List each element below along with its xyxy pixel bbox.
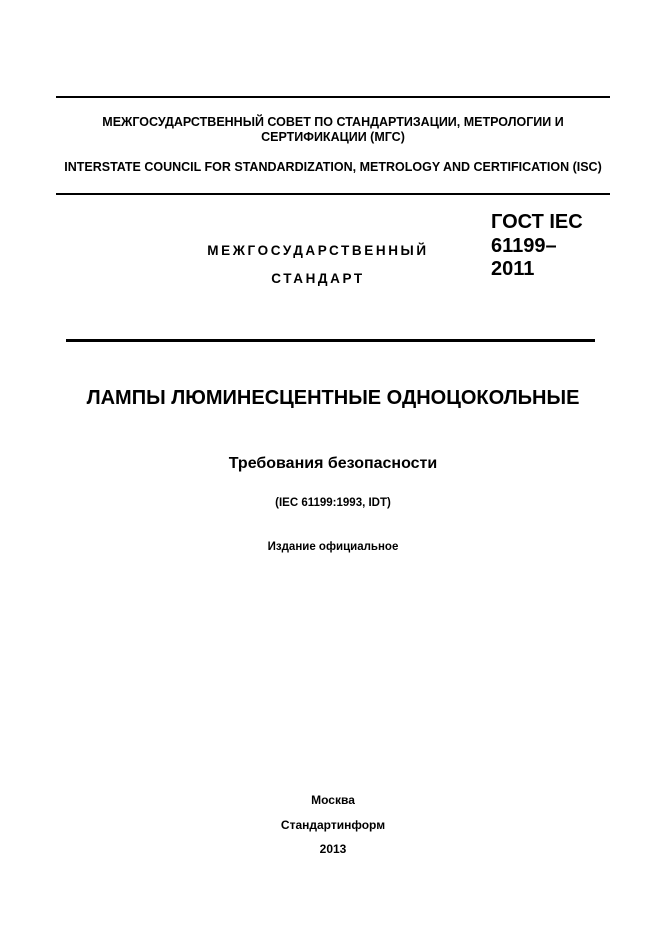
bottom-rule bbox=[66, 339, 595, 342]
top-rule bbox=[56, 96, 610, 98]
publication-city: Москва bbox=[311, 793, 355, 807]
council-name-russian: МЕЖГОСУДАРСТВЕННЫЙ СОВЕТ ПО СТАНДАРТИЗАЦИИ, МЕТРОЛОГИИ И СЕРТИФИКАЦИИ (МГС) bbox=[102, 115, 564, 144]
middle-rule bbox=[56, 193, 610, 195]
gost-number-line1: ГОСТ IEC bbox=[491, 211, 583, 233]
gost-number-line3: 2011 bbox=[491, 258, 535, 280]
standard-type-line2: СТАНДАРТ bbox=[271, 271, 365, 286]
publication-year: 2013 bbox=[319, 842, 347, 856]
gost-number bbox=[491, 211, 601, 282]
document-title: ЛАМПЫ ЛЮМИНЕСЦЕНТНЫЕ ОДНОЦОКОЛЬНЫЕ bbox=[86, 387, 580, 409]
iec-reference: (IEC 61199:1993, IDT) bbox=[275, 497, 391, 509]
publisher-name: Стандартинформ bbox=[280, 818, 386, 832]
council-name-english: INTERSTATE COUNCIL FOR STANDARDIZATION, METROLOGY AND CERTIFICATION (ISC) bbox=[64, 160, 602, 174]
document-subtitle: Требования безопасности bbox=[228, 455, 438, 472]
gost-number-line2: 61199– bbox=[491, 234, 557, 257]
edition-label: Издание официальное bbox=[267, 541, 399, 553]
standard-type-line1: МЕЖГОСУДАРСТВЕННЫЙ bbox=[207, 243, 429, 258]
